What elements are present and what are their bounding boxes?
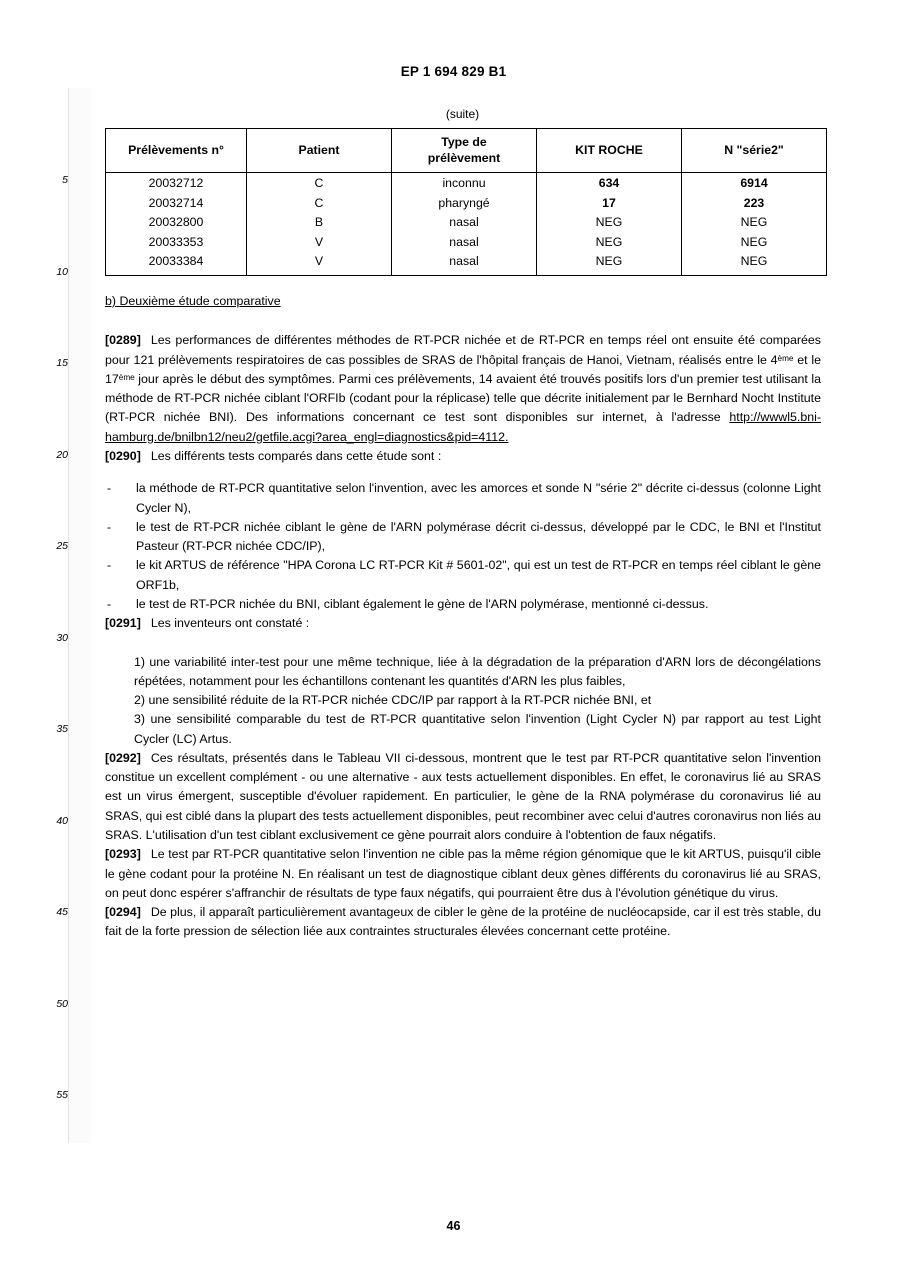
cell-type: nasal xyxy=(392,252,537,275)
list-item xyxy=(105,479,821,518)
paragraph-0292-text: Ces résultats, présentés dans le Tableau VII ci-dessous, montrent que le test par RT-PCR quantitative selon l'invention constitue un excellent complément - ou une alternative - aux tests actuellement disponibles. En effet, le coronavirus lié au SRAS est un virus émergent, susceptible d'évoluer rapidement. En particulier, le gène de la RNA polymérase du coronavirus lié au SRAS, qui est ciblé dans la plupart des tests actuellement disponibles, peut recombiner avec celui d'autres coronavirus non liés au SRAS. L'utilisation d'un test ciblant exclusivement ce gène pourrait alors conduire à l'obtention de faux négatifs. xyxy=(105,750,821,843)
findings-list xyxy=(105,653,821,749)
paragraph-number: [0289] xyxy=(105,333,141,348)
dash-marker-icon: - xyxy=(107,596,112,611)
cell-patient: V xyxy=(247,233,392,253)
paragraph-0293 xyxy=(105,845,821,903)
cell-sample: 20033384 xyxy=(106,252,247,275)
page-title: EP 1 694 829 B1 xyxy=(400,64,507,79)
line-number: 40 xyxy=(56,815,68,827)
paragraph-number: [0293] xyxy=(105,847,141,862)
line-number: 30 xyxy=(56,632,68,644)
cell-sample: 20032800 xyxy=(106,213,247,233)
paragraph-0291-text: Les inventeurs ont constaté : xyxy=(150,616,310,631)
cell-patient: B xyxy=(247,213,392,233)
cell-type: nasal xyxy=(392,213,537,233)
list-item xyxy=(105,595,821,614)
paragraph-0289-text-c: jour après le début des symptômes. Parmi ces prélèvements, 14 avaient été trouvés positifs lors d'un premier test utilisant la méthode de RT-PCR nichée ciblant l'ORFIb (codant pour la réplicase) telle que décrite initialement par le Bernhard Nocht Institute (RT-PCR nichée BNI). Des informations concernant ce test sont disponibles sur internet, à l'adresse xyxy=(105,371,821,425)
paragraph-0290 xyxy=(105,447,821,466)
finding-item-1: 1) une variabilité inter-test pour une même technique, liée à la dégradation de la préparation d'ARN lors de décongélations répétées, notamment pour les échantillons contenant les quantités d'ARN les plus faibles, xyxy=(134,654,821,688)
bni-reference-link[interactable]: http://wwwl5.bni-hamburg.de/bnilbn12/neu2/getfile.acgi?area_engl=diagnostics&pid=4112. xyxy=(105,410,821,444)
paragraph-number: [0294] xyxy=(105,905,141,920)
cell-n-serie2: NEG xyxy=(682,233,827,253)
table-row xyxy=(106,233,827,253)
column-header-type-line1: Type de xyxy=(441,134,487,149)
list-item xyxy=(105,556,821,595)
line-number: 10 xyxy=(56,266,68,278)
ordinal-suffix-2: ème xyxy=(118,372,135,382)
left-margin-band xyxy=(69,88,91,1143)
results-table-wrapper xyxy=(105,128,821,276)
column-header-sample: Prélèvements n° xyxy=(106,129,247,173)
column-header-type xyxy=(392,129,537,173)
table-header-row xyxy=(106,129,827,173)
cell-sample: 20033353 xyxy=(106,233,247,253)
cell-n-serie2: NEG xyxy=(682,213,827,233)
cell-kit-roche: 634 xyxy=(537,173,682,194)
dash-marker-icon: - xyxy=(107,558,112,573)
line-number: 25 xyxy=(56,540,68,552)
finding-item-3: 3) une sensibilité comparable du test de RT-PCR quantitative selon l'invention (Light Cycler N) par rapport au test Light Cycler (LC) Artus. xyxy=(134,712,821,746)
column-header-n-serie2: N "série2" xyxy=(682,129,827,173)
cell-type: pharyngé xyxy=(392,194,537,214)
table-row xyxy=(106,194,827,214)
ordinal-suffix-1: ème xyxy=(777,353,794,363)
list-item-label: la méthode de RT-PCR quantitative selon l'invention, avec les amorces et sonde N "série 2" décrite ci-dessus (colonne Light Cycler N), xyxy=(136,481,821,515)
cell-patient: C xyxy=(247,173,392,194)
cell-kit-roche: NEG xyxy=(537,233,682,253)
cell-kit-roche: 17 xyxy=(537,194,682,214)
paragraph-number: [0291] xyxy=(105,616,141,631)
paragraph-0289-text-b: et le 17 xyxy=(105,352,821,386)
column-header-kit-roche: KIT ROCHE xyxy=(537,129,682,173)
paragraph-0294 xyxy=(105,903,821,942)
footer-page-number: 46 xyxy=(446,1219,461,1233)
section-heading: b) Deuxième étude comparative xyxy=(105,294,281,308)
cell-sample: 20032714 xyxy=(106,194,247,214)
cell-type: nasal xyxy=(392,233,537,253)
finding-item-2: 2) une sensibilité réduite de la RT-PCR nichée CDC/IP par rapport à la RT-PCR nichée BNI, et xyxy=(134,693,652,708)
paragraph-number: [0290] xyxy=(105,448,141,463)
cell-patient: V xyxy=(247,252,392,275)
dash-marker-icon: - xyxy=(107,519,112,534)
cell-n-serie2: 6914 xyxy=(682,173,827,194)
line-number: 55 xyxy=(56,1089,68,1101)
dash-marker-icon: - xyxy=(107,481,112,496)
paragraph-0291 xyxy=(105,614,821,633)
line-number: 45 xyxy=(56,906,68,918)
cell-n-serie2: 223 xyxy=(682,194,827,214)
line-number: 50 xyxy=(56,998,68,1010)
paragraph-0293-text: Le test par RT-PCR quantitative selon l'invention ne cible pas la même région génomique que le kit ARTUS, puisqu'il cible le gène codant pour la protéine N. En réalisant un test de diagnostique ciblant deux gènes différents du coronavirus lié au SRAS, on peut donc espérer s'affranchir de résultats de type faux négatifs, qui pourraient être dus à l'évolution génétique du virus. xyxy=(105,847,821,900)
table-caption: (suite) xyxy=(445,107,480,121)
table-row xyxy=(106,173,827,194)
table-row xyxy=(106,213,827,233)
line-number: 20 xyxy=(56,449,68,461)
cell-kit-roche: NEG xyxy=(537,252,682,275)
paragraph-0289 xyxy=(105,331,821,447)
results-table xyxy=(105,128,827,276)
cell-n-serie2: NEG xyxy=(682,252,827,275)
tests-list xyxy=(105,479,821,614)
paragraph-0292 xyxy=(105,749,821,845)
list-item-label: le test de RT-PCR nichée du BNI, ciblant également le gène de l'ARN polymérase, mentionné ci-dessus. xyxy=(136,596,709,611)
paragraph-number: [0292] xyxy=(105,750,141,765)
table-row xyxy=(106,252,827,275)
paragraph-0294-text: De plus, il apparaît particulièrement avantageux de cibler le gène de la protéine de nucléocapside, car il est très stable, du fait de la forte pression de sélection liée aux contraintes structurales élevées concernant cette protéine. xyxy=(105,905,821,939)
cell-sample: 20032712 xyxy=(106,173,247,194)
document-body xyxy=(105,292,821,942)
paragraph-0290-text: Les différents tests comparés dans cette étude sont : xyxy=(150,448,442,463)
line-number: 5 xyxy=(62,174,68,186)
column-header-patient: Patient xyxy=(247,129,392,173)
paragraph-0289-text-a: Les performances de différentes méthodes de RT-PCR nichée et de RT-PCR en temps réel ont ensuite été comparées pour 121 prélèvements respiratoires de cas possibles de SRAS de l'hôpital français de Hanoi, Vietnam, réalisés entre le 4 xyxy=(105,333,821,367)
line-number: 35 xyxy=(56,723,68,735)
list-item-label: le kit ARTUS de référence "HPA Corona LC RT-PCR Kit # 5601-02", qui est un test de RT-PCR en temps réel ciblant le gène ORF1b, xyxy=(136,558,821,592)
list-item xyxy=(105,518,821,557)
cell-type: inconnu xyxy=(392,173,537,194)
column-header-type-line2: prélèvement xyxy=(427,150,501,165)
cell-kit-roche: NEG xyxy=(537,213,682,233)
cell-patient: C xyxy=(247,194,392,214)
left-margin-rule xyxy=(68,88,69,1143)
list-item-label: le test de RT-PCR nichée ciblant le gène de l'ARN polymérase décrit ci-dessus, développé par le CDC, le BNI et l'Institut Pasteur (RT-PCR nichée CDC/IP), xyxy=(136,519,821,554)
table-head xyxy=(106,129,827,173)
line-number: 15 xyxy=(56,357,68,369)
table-body xyxy=(106,173,827,276)
